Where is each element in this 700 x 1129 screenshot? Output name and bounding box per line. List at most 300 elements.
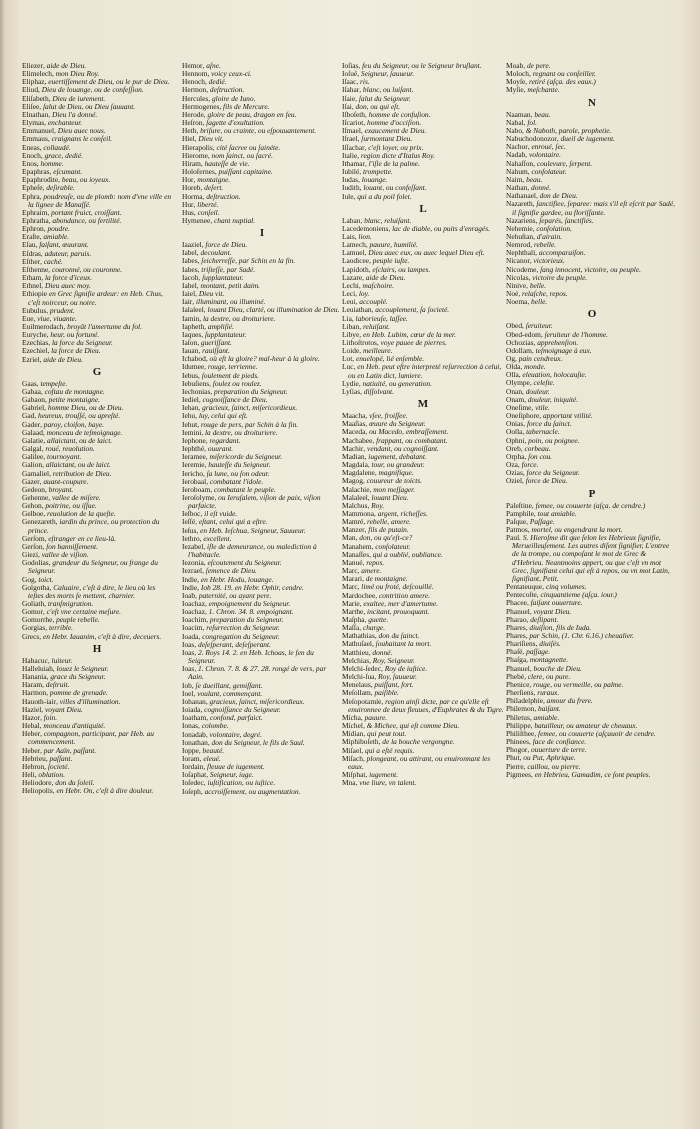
entry-gloss: , heureux, trouſſé, ou apreſté. — [34, 411, 121, 421]
entry-headword: Eue — [22, 313, 34, 323]
entry-gloss: , cinquantieme (aſça. iour.) — [536, 590, 617, 600]
entry-headword: Hennom — [182, 69, 208, 79]
entry-gloss: , relaſche, repos. — [518, 289, 568, 299]
entry-gloss: , amere. — [357, 566, 382, 576]
entry-headword: Holofernes — [182, 167, 215, 177]
entry-headword: Iaques — [182, 329, 202, 339]
entry-headword: Lazare — [342, 272, 363, 282]
entry-headword: Phares — [506, 631, 526, 640]
entry-gloss: , grace du Seigneur. — [46, 672, 106, 682]
entry-headword: Eſau — [22, 240, 36, 250]
entry-gloss: , caché. — [40, 256, 63, 266]
entry-gloss: en Grec ſignifie ardeur: en Heb. Chus, c'eſt noirceur, ou noire. — [28, 289, 163, 307]
entry-headword: Ithamar — [342, 158, 365, 168]
entry-gloss: , la force de Dieu. — [47, 346, 101, 356]
entry-headword: Hebron — [22, 761, 45, 771]
entry-headword: Melchi-ſedec — [342, 663, 381, 673]
entry-gloss: , faiſant, œuurant. — [35, 240, 89, 250]
entry-headword: Gazer — [22, 476, 40, 486]
entry-headword: Manaſſes — [342, 549, 370, 559]
entry-gloss: , petite montaigne. — [44, 395, 100, 405]
entry-gloss: , celeſte. — [529, 378, 555, 388]
entry-headword: Emmanuel — [22, 126, 55, 136]
entry-gloss: , vallee de miſere. — [48, 492, 101, 502]
entry-headword: Hor — [182, 175, 194, 185]
entry-headword: Ieſus — [182, 525, 197, 535]
entry-gloss: , gracieux, ſainct, miſericordieux. — [198, 403, 298, 413]
entry-headword: Magog — [342, 476, 363, 486]
entry-gloss: , retribution de Dieu. — [49, 468, 112, 478]
entry-gloss: , monceau d'antiquité. — [39, 721, 106, 731]
entry-gloss: , rebelle, amere. — [363, 517, 412, 527]
entry-gloss: , apprehenſion. — [533, 337, 579, 347]
entry-gloss: , allaictant, ou de laict. — [43, 435, 113, 445]
entry-headword: Indie — [182, 574, 198, 584]
entry-headword: Nahaſſon — [506, 158, 534, 168]
entry-headword: Miſael — [342, 745, 362, 755]
entry-gloss: , louez le Seigneur. — [52, 663, 109, 673]
entry-gloss: , reuolution de la queſte. — [43, 509, 116, 519]
entry-gloss: , craignans le conſeil. — [47, 134, 113, 144]
entry-gloss: , eſtant, celui qui a eſtre. — [195, 517, 268, 527]
entry-headword: Nehuſtan — [506, 231, 534, 241]
entry-headword: Elymas — [22, 118, 45, 128]
entry-gloss: , force de Dieu. — [201, 240, 248, 250]
entry-headword: Moyſe — [506, 77, 526, 87]
entry-headword: Goliath — [22, 599, 45, 608]
entry-headword: Iechonias — [182, 386, 211, 396]
entry-headword: Heber — [22, 745, 41, 755]
entry-gloss: , grace, dedié. — [40, 150, 83, 160]
entry-gloss: , ou Macedo, embraſſement. — [365, 427, 449, 437]
entry-gloss: , broyât l'amertume du fol. — [63, 322, 142, 331]
entry-headword: Gad — [22, 411, 35, 421]
entry-gloss: , victoire du peuple. — [528, 272, 588, 282]
entry-headword: Iamin — [182, 313, 200, 323]
entry-gloss: , qui a du poil folet. — [353, 191, 412, 201]
entry-gloss: , volontaire, degré. — [205, 729, 262, 739]
entry-headword: Paleſtine — [506, 500, 532, 510]
entry-headword: Iezrael — [182, 566, 203, 576]
entry-gloss: , diuiſion, fils de Iuda. — [525, 622, 592, 632]
entry-gloss: , repos. — [362, 557, 385, 567]
entry-gloss: , paroy, cloiſon, haye. — [40, 419, 105, 429]
entry-gloss: , exaltee, mer d'amertume. — [359, 598, 438, 608]
entry-gloss: , grandeur du Seigneur, ou frange du Seigneur. — [28, 558, 158, 576]
entry-headword: Nephthali — [506, 248, 536, 258]
dictionary-entry — [182, 217, 342, 225]
entry-headword: Gog — [22, 574, 35, 584]
entry-gloss: , beau. — [522, 174, 543, 184]
entry-headword: Nehemie — [506, 223, 533, 233]
entry-gloss: , ſocieté. — [44, 761, 70, 771]
entry-headword: Phut — [506, 753, 520, 763]
entry-headword: Galatie — [22, 435, 44, 445]
entry-headword: Pharao — [506, 614, 527, 624]
entry-headword: Laban — [342, 215, 361, 225]
column-3 — [342, 62, 504, 787]
entry-gloss: , ruraux. — [533, 688, 560, 698]
entry-gloss: , tout amiable. — [533, 508, 577, 518]
entry-gloss: , cognoiſſance de Dieu. — [198, 395, 268, 405]
dictionary-entry — [506, 534, 678, 583]
entry-gloss: , rouge de pers, par Schin à la fin. — [197, 419, 299, 429]
entry-gloss: , regnant ou conſeiller. — [529, 69, 596, 79]
entry-gloss: , deſlipant. — [526, 614, 559, 624]
entry-headword: Melchias — [342, 655, 370, 665]
entry-gloss: , accroiſſement, ou augmentation. — [200, 786, 301, 796]
entry-headword: Philiſthee — [506, 728, 535, 738]
entry-gloss: , conſeil. — [193, 207, 220, 217]
entry-gloss: , homme. — [36, 158, 64, 168]
entry-gloss: , fils de putain. — [364, 525, 409, 535]
entry-headword: Iahel — [182, 280, 197, 290]
entry-gloss: , don du ſoleil. — [51, 778, 95, 788]
entry-headword: Mna — [342, 778, 356, 788]
entry-headword: Grecs — [22, 631, 40, 641]
entry-headword: Ioachaz — [182, 599, 205, 608]
entry-headword: Ieſſé — [182, 517, 196, 527]
entry-gloss: , ris. — [356, 77, 370, 87]
entry-headword: Leci — [342, 289, 356, 299]
entry-headword: Ioſedec — [182, 778, 204, 788]
entry-headword: Heliodore — [22, 778, 52, 788]
entry-headword: Iehut — [182, 419, 198, 429]
dictionary-entry — [342, 698, 504, 714]
entry-gloss: , ſalut de Dieu, ou Dieu ſauuant. — [39, 101, 136, 111]
entry-headword: Pherſiens — [506, 688, 534, 698]
entry-headword: Iſahar — [342, 85, 360, 95]
entry-gloss: , monde. — [520, 362, 546, 372]
entry-gloss: , beauté. — [198, 745, 225, 755]
entry-gloss: , ſemence de Dieu. — [202, 566, 257, 576]
entry-gloss: , couronné, ou couronne. — [48, 264, 123, 274]
entry-gloss: , pauure, humilié. — [365, 240, 418, 250]
entry-headword: Obed — [506, 321, 523, 331]
entry-headword: Iſcariot — [342, 118, 364, 128]
entry-headword: Ezechias — [22, 338, 49, 348]
dictionary-entry — [506, 298, 678, 306]
entry-headword: Melchi-ſua — [342, 672, 375, 682]
entry-headword: Ieroboam — [182, 484, 211, 494]
entry-gloss: , tour, ou grandeur. — [367, 460, 425, 470]
entry-headword: Hierome — [182, 150, 208, 160]
entry-headword: Odollam — [506, 345, 532, 355]
entry-gloss: , peuple rebelle. — [52, 615, 100, 625]
entry-gloss: , deſirable. — [42, 183, 75, 193]
entry-headword: Nabuchodonozor — [506, 134, 557, 144]
entry-gloss: , voyant Dieu. — [41, 704, 83, 714]
dictionary-entry — [182, 665, 342, 681]
entry-gloss: , voulant, commençant. — [193, 688, 263, 698]
entry-headword: Pierre — [506, 761, 524, 771]
entry-gloss: , par Aaïn, paſſant. — [40, 745, 97, 755]
entry-headword: Gabriel — [22, 403, 45, 413]
entry-headword: Eſther — [22, 256, 41, 266]
entry-headword: Manahem — [342, 541, 372, 551]
entry-gloss: , ſupplantateur. — [198, 272, 244, 282]
entry-gloss: , mon Dieu Roy. — [51, 69, 100, 79]
entry-gloss: , enchanteur. — [44, 118, 83, 128]
entry-gloss: , eſcoutement du Seigneur. — [203, 558, 282, 568]
entry-headword: Machabee — [342, 435, 373, 445]
entry-gloss: , toict. — [34, 574, 54, 584]
entry-gloss: , paſſant. — [45, 753, 73, 763]
entry-gloss: , Caluaire, c'eſt à dire, le lieu où les teſtes des morts ſe mettent, charnier. — [28, 582, 156, 600]
entry-gloss: , preparation du Seigneur. — [206, 615, 284, 625]
entry-gloss: , force du ſainct. — [523, 419, 572, 429]
entry-gloss: , caillou, ou pierre. — [523, 761, 581, 771]
entry-headword: Henoch — [182, 77, 205, 87]
entry-gloss: , voyant Dieu. — [529, 606, 572, 616]
entry-gloss: , vendant, ou cognoiſſant. — [363, 443, 439, 453]
entry-headword: Horma — [182, 191, 203, 201]
dictionary-entry — [342, 755, 504, 771]
entry-gloss: , en Hebr. Iauanim, c'eſt à dire, deceuers. — [39, 631, 162, 641]
entry-headword: Nazariens — [506, 215, 536, 225]
entry-headword: Ioas — [182, 664, 195, 674]
entry-headword: Herode — [182, 109, 204, 119]
entry-headword: Phacee — [506, 598, 527, 608]
entry-headword: Heſron — [182, 118, 203, 128]
entry-gloss: , don, ou qui eſt. — [351, 101, 401, 111]
entry-headword: Emmaus — [22, 134, 48, 144]
entry-gloss: , Iob 28. 19. en Hebr. Ophir, cendre. — [197, 582, 304, 592]
entry-headword: Ioacim — [182, 623, 203, 633]
entry-headword: Galaad — [22, 427, 43, 437]
entry-headword: Naaman — [506, 109, 531, 119]
entry-gloss: , confond, parfaict. — [206, 713, 263, 723]
entry-headword: Miſphat — [342, 769, 366, 779]
entry-headword: Heber — [22, 729, 41, 739]
entry-headword: Ioada — [182, 631, 199, 641]
entry-headword: Heth — [182, 126, 197, 136]
entry-gloss: , iugement, debatant. — [364, 451, 427, 461]
entry-headword: Marari — [342, 574, 363, 584]
entry-headword: Meſopotamie — [342, 696, 382, 706]
entry-headword: Hercules — [182, 93, 209, 103]
entry-gloss: , la dextre, ou droituriere. — [199, 313, 276, 323]
entry-gloss: , douleur, iniquité. — [524, 394, 579, 404]
entry-headword: Iule — [342, 191, 354, 201]
entry-gloss: , deſeſperant, deſeſperant. — [194, 639, 271, 649]
entry-headword: Oneſime — [506, 402, 532, 412]
entry-headword: Libye — [342, 329, 360, 339]
entry-headword: Pentateuque — [506, 582, 543, 592]
entry-gloss: , gueriſſant. — [197, 338, 232, 347]
entry-headword: Lechi — [342, 280, 359, 290]
entry-gloss: , prudent. — [46, 305, 75, 315]
entry-headword: Elnathan — [22, 109, 49, 119]
entry-headword: Onam — [506, 394, 525, 404]
entry-headword: Gehenne — [22, 492, 49, 502]
entry-gloss: , ſang innocent, victoire, ou peuple. — [536, 264, 641, 274]
entry-headword: Ieroſolyme — [182, 492, 215, 502]
entry-gloss: , rouge, terrienne. — [204, 362, 258, 372]
entry-headword: Iohanan — [182, 696, 206, 706]
entry-headword: Ionadab — [182, 729, 206, 739]
entry-headword: Ioatham — [182, 713, 207, 723]
entry-gloss: , 1. Chron. 34. 8. empoignant. — [204, 607, 294, 617]
entry-gloss: , couureur de toicts. — [362, 476, 422, 486]
entry-gloss: , empoignement du Seigneur. — [204, 599, 291, 608]
dictionary-entry — [22, 518, 172, 534]
entry-headword: Phariſiens — [506, 639, 536, 649]
entry-gloss: , poudre. — [43, 224, 70, 234]
entry-headword: Lia — [342, 313, 352, 323]
entry-gloss: , peuple iuſte. — [369, 256, 410, 266]
entry-headword: Hermon — [182, 85, 207, 95]
entry-gloss: , & Michee, qui eſt comme Dieu. — [362, 721, 460, 731]
entry-headword: Iethro — [182, 533, 200, 543]
entry-headword: Maſſa — [342, 623, 360, 633]
entry-gloss: , iuſtification, ou iuſtice. — [203, 778, 276, 788]
entry-headword: Iſaie — [342, 93, 356, 103]
entry-gloss: , où eſt la gloire? mal-heur à la gloire. — [205, 354, 320, 364]
entry-headword: Gabaon — [22, 395, 45, 405]
entry-headword: Eliphaz — [22, 77, 45, 87]
entry-headword: Ichabod — [182, 354, 206, 364]
entry-headword: Ioas — [182, 639, 195, 649]
entry-gloss: , Roy. — [367, 500, 385, 510]
entry-gloss: , la dextre, ou droituriere. — [201, 427, 278, 437]
entry-gloss: , congregation du Seigneur. — [198, 631, 280, 641]
entry-headword: Iebuſiens — [182, 378, 210, 388]
entry-headword: Hauoth-iair — [22, 696, 57, 706]
entry-gloss: , ouurant. — [204, 444, 234, 454]
entry-headword: Oreb — [506, 443, 521, 453]
entry-gloss: , vſee, froiſſee. — [365, 411, 408, 421]
entry-gloss: , chant nuptial. — [210, 215, 256, 225]
entry-gloss: , victorieux. — [529, 256, 565, 266]
entry-gloss: , ſoulement de pieds. — [198, 370, 259, 380]
entry-headword: Golgotha — [22, 582, 50, 592]
entry-gloss: , compagnon, participant, par Heb. au commencement. — [28, 729, 154, 747]
entry-gloss: , Dieu vit. — [195, 289, 225, 299]
entry-gloss: , deſtruction. — [202, 191, 241, 201]
entry-headword: Ephra — [22, 191, 40, 201]
entry-gloss: , louant, ou confeſſant. — [359, 183, 427, 193]
section-letter: P — [588, 487, 596, 500]
entry-headword: Nathanael — [506, 191, 536, 201]
entry-headword: Lamech — [342, 240, 366, 250]
entry-gloss: , en Heb. Ieſchua, Seigneur, Sauueur. — [196, 525, 306, 535]
entry-headword: Ieramee — [182, 452, 206, 462]
entry-gloss: , beau. — [530, 109, 551, 119]
entry-headword: Malachie — [342, 484, 370, 494]
entry-gloss: , reſurrection du Seigneur. — [202, 623, 280, 633]
entry-headword: Horeb — [182, 183, 201, 193]
entry-headword: Micha — [342, 712, 361, 722]
entry-gloss: , en Heb. Lubim, cœur de la mer. — [359, 329, 456, 339]
entry-headword: Pamphile — [506, 508, 534, 518]
dictionary-entry — [22, 356, 172, 364]
entry-headword: Eſthenne — [22, 264, 49, 274]
entry-headword: Lapidoth — [342, 264, 369, 274]
entry-gloss: , regardant. — [205, 435, 241, 445]
entry-gloss: , en Heb. peut eſtre interpreté reſurrection à celui, ou en Latin dict, lumiere. — [348, 362, 502, 380]
entry-gloss: , loy. — [355, 289, 370, 299]
entry-gloss: , amiable. — [529, 712, 560, 722]
entry-headword: Manué — [342, 557, 363, 567]
entry-headword: Mamré — [342, 517, 364, 527]
entry-gloss: , euertiſſement de Dieu, ou le pur de Dieu. — [44, 77, 170, 87]
entry-headword: Phaſga — [506, 655, 527, 665]
entry-headword: Obed-edom — [506, 329, 541, 339]
entry-gloss: , allaictant, ou de laict. — [42, 460, 111, 470]
entry-headword: Iacob — [182, 272, 199, 282]
dictionary-entry — [506, 771, 678, 779]
entry-headword: Ephron — [22, 224, 44, 234]
entry-headword: Iudith — [342, 183, 360, 193]
entry-gloss: , Dieu auec eux, ou auec lequel Dieu eſt. — [364, 248, 485, 258]
entry-headword: Lais — [342, 231, 355, 241]
entry-headword: Hemor — [182, 61, 203, 70]
entry-gloss: , en Hebr. On, c'eſt à dire douleur. — [52, 786, 154, 796]
entry-gloss: , & Naboth, parole, prophetie. — [522, 125, 612, 135]
entry-gloss: , Seigneur, ſauueur. — [357, 69, 415, 79]
entry-gloss: , poin, ou poignee. — [524, 435, 580, 445]
entry-headword: Leui — [342, 297, 356, 307]
entry-gloss: , femee, ou couuerte (aſça. de cendre.) — [531, 500, 646, 510]
entry-gloss: , poudreuſe, ou de plomb: nom d'vne ville en la lignee de Manaſſé. — [28, 191, 172, 209]
entry-headword: Oolla — [506, 427, 523, 437]
entry-gloss: , monceau de teſmoignage. — [42, 427, 123, 437]
entry-gloss: , ſagette d'exultation. — [202, 118, 265, 128]
entry-gloss: , d'airain. — [533, 231, 562, 241]
entry-gloss: , qui a eſté requis. — [361, 745, 415, 755]
entry-headword: Nahum — [506, 166, 528, 176]
entry-headword: Philippe — [506, 720, 531, 730]
entry-headword: Paſque — [506, 516, 527, 526]
entry-headword: Lydie — [342, 378, 359, 388]
entry-gloss: , ſeicherreſſe, par Schin en la fin. — [197, 256, 296, 266]
entry-gloss: , eſcumant. — [49, 167, 83, 177]
entry-headword: Ionathan — [182, 737, 208, 747]
entry-headword: Madian — [342, 451, 365, 461]
entry-gloss: , cinq volumes. — [542, 582, 587, 592]
entry-gloss: , region dicte d'Italus Roy. — [357, 150, 435, 160]
entry-headword: Hebal — [22, 721, 40, 731]
entry-gloss: , gracieux, ſainct, miſericordieux. — [205, 696, 305, 706]
entry-gloss: , miſericorde du Seigneur. — [205, 452, 283, 462]
entry-gloss: , apportant vtilité. — [539, 411, 593, 421]
section-letter: O — [587, 308, 597, 321]
entry-gloss: , Dieu auec nous. — [54, 126, 106, 136]
column-1 — [22, 62, 172, 795]
dictionary-entry — [22, 559, 172, 575]
entry-gloss: , don de Dieu. — [535, 191, 578, 201]
entry-headword: Mardochee — [342, 590, 376, 600]
entry-gloss: , foin. — [40, 712, 58, 722]
entry-gloss: , fils de Mercure. — [219, 101, 270, 111]
entry-headword: Mathuſael — [342, 639, 372, 649]
entry-gloss: , conſolation. — [532, 223, 572, 233]
entry-headword: Miphiboſeth — [342, 737, 379, 747]
entry-headword: Maceda — [342, 427, 366, 437]
entry-headword: Iehan — [182, 403, 199, 413]
entry-headword: Ophni — [506, 435, 525, 445]
entry-headword: Enoch — [22, 150, 41, 160]
entry-gloss: , mortel, ou engendrant la mort. — [527, 524, 623, 534]
entry-headword: Orpha — [506, 451, 525, 461]
entry-headword: Pigmees — [506, 769, 532, 779]
entry-gloss: , illuminant, ou illuminé. — [192, 297, 266, 307]
entry-gloss: , baiſant. — [534, 704, 561, 714]
entry-headword: Iſboſeth — [342, 109, 365, 119]
entry-gloss: , viue, viuante. — [33, 313, 77, 323]
entry-gloss: , vallee de viſion. — [38, 550, 89, 560]
